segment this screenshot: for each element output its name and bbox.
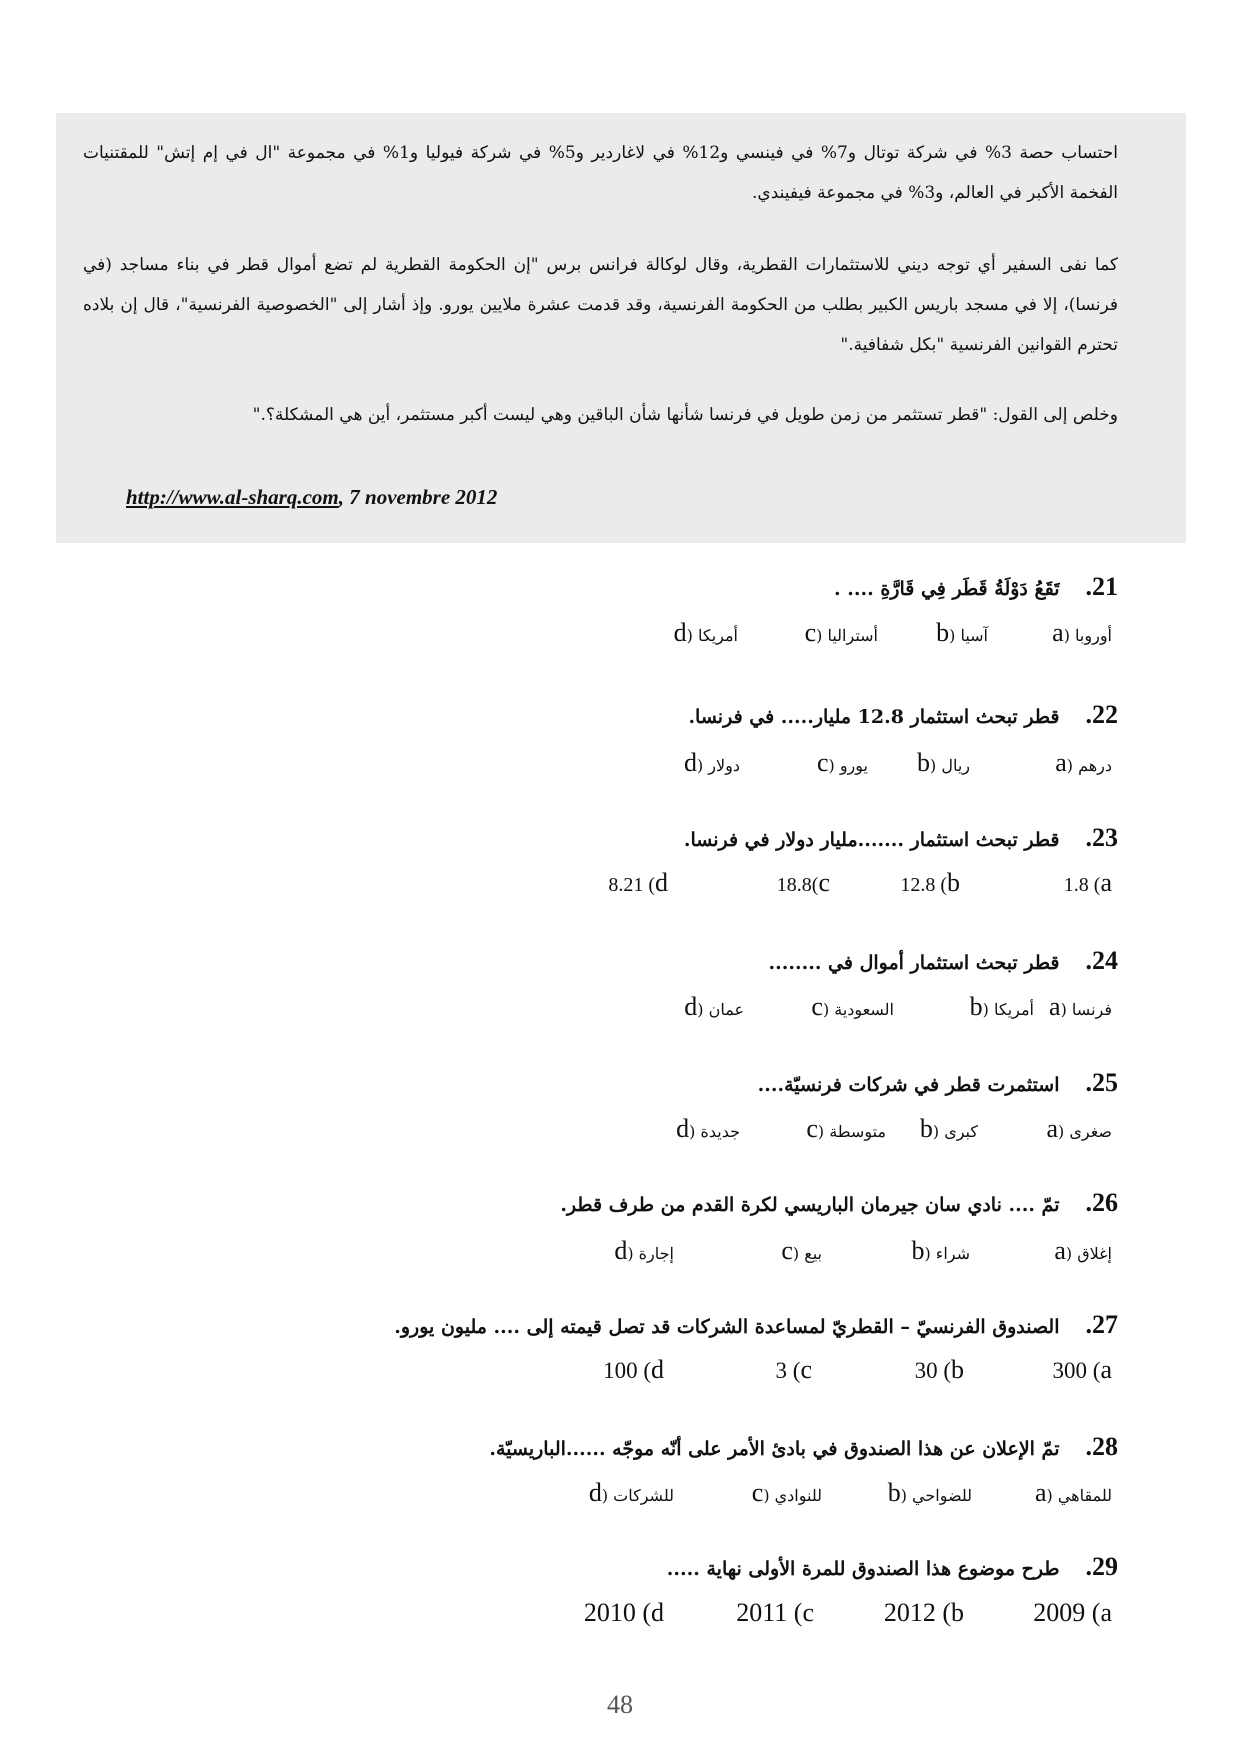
option-c[interactable]: c) أستراليا [804, 618, 878, 647]
option-c[interactable]: c) يورو [816, 748, 868, 777]
question-text: طرح موضوع هذا الصندوق للمرة الأولى نهاية ..... [666, 1558, 1060, 1580]
option-b[interactable]: b) ريال [916, 748, 970, 777]
question-22 [688, 700, 1118, 730]
source-link[interactable]: http://www.al-sharq.com [126, 485, 339, 509]
question-27 [394, 1310, 1118, 1340]
option-d[interactable]: d) عمان [684, 992, 744, 1021]
option-a[interactable]: a) إغلاق [1054, 1236, 1112, 1265]
option-c[interactable]: 2011 (c [736, 1598, 814, 1627]
option-d[interactable]: d) أمريكا [673, 618, 738, 647]
question-number: 23. [1085, 823, 1118, 852]
option-c[interactable]: 3 (c [775, 1355, 812, 1384]
option-d[interactable]: 2010 (d [583, 1598, 664, 1627]
article-excerpt-box [56, 113, 1186, 543]
question-text: تَقَعُ دَوْلَةُ قَطَر فِي قَارَّةِ .... . [834, 578, 1060, 600]
question-text: تمّ .... نادي سان جيرمان الباريسي لكرة القدم من طرف قطر. [560, 1194, 1060, 1216]
article-paragraph-3: وخلص إلى القول: "قطر تستثمر من زمن طويل في فرنسا شأنها شأن الباقين وهي ليست أكبر مستثمر، أين هي المشكلة؟." [252, 405, 1118, 425]
question-23 [684, 823, 1118, 853]
question-21 [834, 572, 1118, 602]
question-text: استثمرت قطر في شركات فرنسيّة.... [757, 1074, 1060, 1096]
option-b[interactable]: b) أمريكا [969, 992, 1034, 1021]
option-b[interactable]: b) آسيا [936, 618, 988, 647]
option-a[interactable]: a) صغرى [1046, 1114, 1112, 1143]
option-a[interactable]: a) درهم [1055, 748, 1112, 777]
question-number: 27. [1085, 1310, 1118, 1339]
question-text: تمّ الإعلان عن هذا الصندوق في بادئ الأمر على أنّه موجّه ......الباريسيّة. [489, 1438, 1060, 1460]
question-number: 28. [1085, 1432, 1118, 1461]
option-a[interactable]: 2009 (a [1033, 1598, 1112, 1627]
question-number: 29. [1085, 1552, 1118, 1581]
question-number: 21. [1085, 572, 1118, 601]
option-c[interactable]: c) متوسطة [806, 1114, 886, 1143]
option-c[interactable]: c) السعودية [811, 992, 894, 1021]
option-d[interactable]: d) للشركات [588, 1478, 674, 1507]
option-d[interactable]: d) جديدة [676, 1114, 740, 1143]
option-a[interactable]: 300 (a [1052, 1355, 1112, 1384]
option-b[interactable]: 2012 (b [883, 1598, 964, 1627]
article-paragraph-2: كما نفى السفير أي توجه ديني للاستثمارات القطرية، وقال لوكالة فرانس برس "إن الحكومة القطرية لم تضع أموال قطر في بناء مساجد (في فرنسا)، إلا في مسجد باريس الكبير بطلب من الحكومة الفرنسية، وقد قدمت عشرة ملايين يورو. وإذ أشار إلى "الخصوصية الفرنسية"، قال إن بلاده تحترم القوانين الفرنسية "بكل شفافية." [83, 255, 1118, 355]
question-29 [667, 1552, 1118, 1582]
option-a[interactable]: a) فرنسا [1049, 992, 1112, 1021]
option-b[interactable]: b) شراء [911, 1236, 970, 1265]
question-text: قطر تبحث استثمار 12.8 مليار..... في فرنسا. [688, 706, 1060, 728]
option-d[interactable]: d) دولار [683, 748, 740, 777]
option-a[interactable]: a) للمقاهي [1034, 1478, 1112, 1507]
source-date: , 7 novembre 2012 [338, 485, 498, 509]
question-28 [489, 1432, 1118, 1462]
question-24 [769, 946, 1118, 976]
article-paragraph-1: احتساب حصة 3% في شركة توتال و7% في فينسي و12% في لاغاردير و5% في شركة فيوليا و1% في مجموعة "ال في إم إتش" للمقتنيات الفخمة الأكبر في العالم، و3% في مجموعة فيفيندي. [83, 143, 1119, 203]
option-b[interactable]: b) كبرى [919, 1114, 978, 1143]
question-text: الصندوق الفرنسيّ – القطريّ لمساعدة الشركات قد تصل قيمته إلى .... مليون يورو. [394, 1316, 1060, 1338]
option-b[interactable]: 30 (b [914, 1355, 964, 1384]
option-c[interactable]: c) بيع [781, 1236, 822, 1265]
question-number: 26. [1085, 1188, 1118, 1217]
option-b[interactable]: b) للضواحي [887, 1478, 972, 1507]
option-c[interactable]: c) للنوادي [751, 1478, 822, 1507]
option-a[interactable]: a) أوروبا [1052, 618, 1112, 647]
question-25 [758, 1068, 1118, 1098]
option-a[interactable]: 1.8 (a [1063, 868, 1112, 897]
option-d[interactable]: 8.21 (d [608, 868, 668, 897]
article-source [126, 485, 497, 510]
page-number: 48 [607, 1690, 633, 1719]
question-text: قطر تبحث استثمار .......مليار دولار في فرنسا. [683, 829, 1060, 851]
question-text: قطر تبحث استثمار أموال في ........ [768, 952, 1060, 974]
option-d[interactable]: 100 (d [603, 1355, 664, 1384]
option-b[interactable]: 12.8 (b [900, 868, 960, 897]
question-26 [560, 1188, 1118, 1218]
question-number: 22. [1085, 700, 1118, 729]
option-d[interactable]: d) إجارة [614, 1236, 674, 1265]
question-number: 24. [1085, 946, 1118, 975]
option-c[interactable]: 18.8(c [776, 868, 830, 897]
question-number: 25. [1085, 1068, 1118, 1097]
